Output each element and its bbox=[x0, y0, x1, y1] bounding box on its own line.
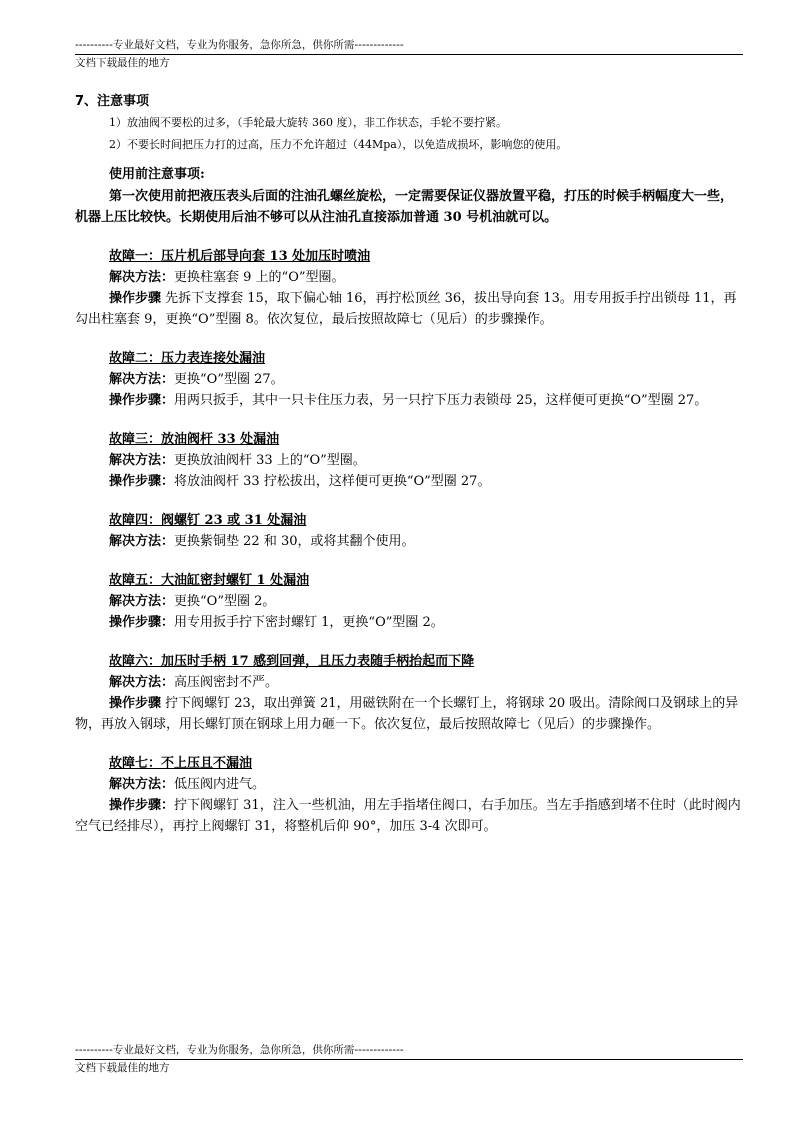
footer-rule bbox=[75, 1059, 743, 1060]
solution-label: 解决方法： bbox=[109, 594, 175, 609]
document-body bbox=[75, 92, 745, 837]
header-site: 文档下载最佳的地方 bbox=[75, 57, 170, 69]
solution-text: 更换柱塞套 9 上的“O”型圈。 bbox=[174, 270, 345, 285]
fault-block-1 bbox=[75, 246, 745, 330]
solution-label: 解决方法： bbox=[109, 372, 175, 387]
steps-label: 操作步骤 bbox=[109, 696, 162, 711]
fault-block-5 bbox=[75, 570, 745, 633]
fault-block-7 bbox=[75, 753, 745, 837]
steps-label: 操作步骤： bbox=[109, 798, 175, 813]
solution-text: 更换放油阀杆 33 上的“O”型圈。 bbox=[174, 453, 366, 468]
fault-title: 故障四：阀螺钉 23 或 31 处漏油 bbox=[109, 513, 307, 528]
header-slogan: ----------专业最好文档，专业为你服务，急你所急，供你所需------------- bbox=[75, 39, 404, 51]
steps-text: 拧下阀螺钉 23，取出弹簧 21，用磁铁附在一个长螺钉上，将钢球 20 吸出。清除阀口及钢球上的异物，再放入钢球，用长螺钉顶在钢球上用力砸一下。依次复位，最后按照故障七（见后）的步骤操作。 bbox=[75, 696, 739, 732]
solution-label: 解决方法： bbox=[109, 777, 175, 792]
solution-text: 低压阀内进气。 bbox=[174, 777, 266, 792]
fault-block-4 bbox=[75, 510, 745, 552]
solution-text: 高压阀密封不严。 bbox=[174, 675, 279, 690]
fault-title: 故障六：加压时手柄 17 感到回弹，且压力表随手柄抬起而下降 bbox=[109, 654, 475, 669]
solution-text: 更换紫铜垫 22 和 30，或将其翻个使用。 bbox=[174, 534, 415, 549]
page-header bbox=[75, 39, 743, 70]
steps-label: 操作步骤： bbox=[109, 393, 175, 408]
steps-label: 操作步骤： bbox=[109, 474, 175, 489]
fault-title: 故障五：大油缸密封螺钉 1 处漏油 bbox=[109, 573, 310, 588]
fault-block-2 bbox=[75, 348, 745, 411]
solution-text: 更换“O”型圈 2。 bbox=[174, 594, 276, 609]
steps-label: 操作步骤 bbox=[109, 291, 162, 306]
fault-block-6 bbox=[75, 651, 745, 735]
steps-text: 用两只扳手，其中一只卡住压力表，另一只拧下压力表锁母 25，这样便可更换“O”型圈 27。 bbox=[174, 393, 708, 408]
steps-label: 操作步骤： bbox=[109, 615, 175, 630]
section-title: 7、注意事项 bbox=[75, 94, 150, 109]
solution-label: 解决方法： bbox=[109, 534, 175, 549]
header-rule bbox=[75, 54, 743, 55]
steps-text: 先拆下支撑套 15，取下偏心轴 16，再拧松顶丝 36，拔出导向套 13。用专用扳手拧出锁母 11，再勾出柱塞套 9，更换“O”型圈 8。依次复位，最后按照故障七（见后）的步骤操作。 bbox=[75, 291, 737, 327]
solution-text: 更换“O”型圈 27。 bbox=[174, 372, 284, 387]
footer-site: 文档下载最佳的地方 bbox=[75, 1062, 170, 1074]
pre-use-title: 使用前注意事项: bbox=[109, 167, 205, 182]
steps-text: 将放油阀杆 33 拧松拔出，这样便可更换“O”型圈 27。 bbox=[174, 474, 491, 489]
fault-title: 故障二：压力表连接处漏油 bbox=[109, 351, 266, 366]
page-footer bbox=[75, 1044, 743, 1075]
fault-title: 故障七：不上压且不漏油 bbox=[109, 756, 253, 771]
pre-use-text: 第一次使用前把液压表头后面的注油孔螺丝旋松，一定需要保证仪器放置平稳，打压的时候手柄幅度大一些，机器上压比较快。长期使用后油不够可以从注油孔直接添加普通 30 号机油就可以。 bbox=[75, 189, 734, 225]
steps-text: 拧下阀螺钉 31，注入一些机油，用左手指堵住阀口，右手加压。当左手指感到堵不住时（此时阀内空气已经排尽），再拧上阀螺钉 31，将整机后仰 90°，加压 3-4 次即可。 bbox=[75, 798, 741, 834]
note-item: 1）放油阀不要松的过多，（手轮最大旋转 360 度），非工作状态，手轮不要拧紧。 bbox=[109, 116, 507, 129]
fault-title: 故障一：压片机后部导向套 13 处加压时喷油 bbox=[109, 249, 371, 264]
fault-block-3 bbox=[75, 429, 745, 492]
footer-slogan: ----------专业最好文档，专业为你服务，急你所急，供你所需------------- bbox=[75, 1044, 404, 1056]
note-item: 2）不要长时间把压力打的过高，压力不允许超过（44Mpa），以免造成损坏，影响您的使用。 bbox=[109, 138, 568, 151]
solution-label: 解决方法： bbox=[109, 270, 175, 285]
solution-label: 解决方法： bbox=[109, 675, 175, 690]
solution-label: 解决方法： bbox=[109, 453, 175, 468]
fault-title: 故障三：放油阀杆 33 处漏油 bbox=[109, 432, 280, 447]
steps-text: 用专用扳手拧下密封螺钉 1，更换“O”型圈 2。 bbox=[174, 615, 444, 630]
